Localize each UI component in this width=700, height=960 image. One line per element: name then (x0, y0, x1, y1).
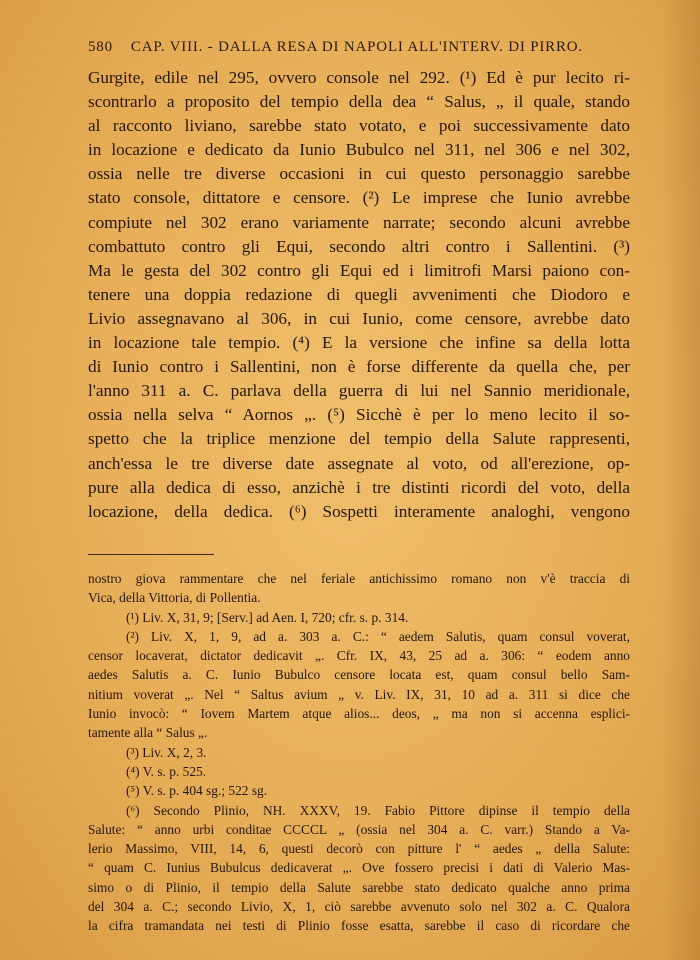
body-line: l'anno 311 a. C. parlava della guerra di lui nel Sannio meridionale, (88, 381, 630, 401)
footnote-line: nostro giova rammentare che nel feriale antichissimo romano non v'è traccia di (88, 571, 630, 586)
footnote-line: (⁴) V. s. p. 525. (126, 763, 207, 779)
footnote-line: simo o di Plinio, il tempio della Salute sarebbe stato dedicato qualche anno prima (88, 879, 630, 895)
footnote-line: Salute: “ anno urbi conditae CCCCL „ (ossia nel 304 a. C. varr.) Stando a Va- (88, 821, 630, 837)
body-line: Livio assegnavano al 306, in cui Iunio, come censore, avrebbe dato (88, 308, 630, 328)
body-line: ossia nella selva “ Aornos „. (⁵) Sicchè è per lo meno lecito il so- (88, 405, 630, 425)
footnote-line: (³) Liv. X, 2, 3. (126, 744, 207, 760)
footnote-line: Vica, della Vittoria, di Pollentia. (88, 590, 261, 606)
footnote-line: (⁵) V. s. p. 404 sg.; 522 sg. (126, 783, 268, 799)
body-line: combattuto contro gli Equi, secondo altri contro i Sallentini. (³) (88, 236, 630, 256)
footnote-line: tamente alla “ Salus „. (88, 725, 208, 741)
body-line: locazione, della dedica. (⁶) Sospetti interamente analoghi, vengono (88, 501, 630, 521)
body-line: tenere una doppia redazione di quegli avvenimenti che Diodoro e (88, 284, 630, 304)
footnote-line: del 304 a. C.; secondo Livio, X, 1, ciò sarebbe avvenuto solo nel 302 a. C. Qualora (88, 899, 630, 915)
body-line: di Iunio contro i Sallentini, non è forse differente da quella che, per (88, 357, 630, 377)
body-line: Gurgite, edile nel 295, ovvero console nel 292. (¹) Ed è pur lecito ri- (88, 68, 630, 87)
running-title: CAP. VIII. - DALLA RESA DI NAPOLI ALL'INTERV. DI PIRRO. (130, 39, 583, 55)
page-number: 580 (88, 39, 113, 55)
footnote-line: censor locaverat, dictator dedicavit „. Cfr. IX, 43, 25 ad a. 306: “ eodem anno (88, 648, 630, 664)
footnote-line: lerio Massimo, VIII, 14, 6, questi decorò con pitture l' “ aedes „ della Salute: (88, 841, 630, 857)
footnote-line: nitium voverat „. Nel “ Saltus avium „ v. Liv. IX, 31, 10 ad a. 311 si dice che (88, 686, 630, 702)
body-line: stato console, dittatore e censore. (²) Le imprese che Iunio avrebbe (88, 188, 630, 208)
body-text (88, 66, 630, 524)
body-line: anch'essa le tre diverse date assegnate al voto, od all'erezione, op- (88, 453, 630, 473)
footnote-line: aedes Salutis a. C. Iunio Bubulco censore locata est, quam consul bello Sam- (88, 667, 630, 683)
body-line: spetto che la triplice menzione del tempio della Salute rappresenti, (88, 429, 630, 449)
footnote-line: (¹) Liv. X, 31, 9; [Serv.] ad Aen. I, 720; cfr. s. p. 314. (126, 609, 409, 625)
footnote-line: la cifra tramandata nei testi di Plinio fosse esatta, sarebbe il caso di ricordare che (88, 918, 630, 934)
footnote-line: Iunio invocò: “ Iovem Martem atque alios... deos, „ ma non si accenna esplici- (88, 706, 630, 722)
page-gutter-shadow (662, 0, 700, 960)
footnote-line: (⁶) Secondo Plinio, NH. XXXV, 19. Fabio Pittore dipinse il tempio della (126, 802, 630, 818)
body-line: in locazione tale tempio. (⁴) E la versione che infine sa della lotta (88, 333, 630, 353)
body-line: al racconto liviano, sarebbe stato votato, e poi successivamente dato (88, 116, 630, 136)
footnotes (88, 569, 630, 936)
body-line: Ma le gesta del 302 contro gli Equi ed i limitrofi Marsi paiono con- (88, 260, 630, 280)
body-line: in locazione e dedicato da Iunio Bubulco nel 311, nel 306 e nel 302, (88, 140, 630, 160)
body-line: pure alla dedica di esso, anzichè i tre distinti ricordi del voto, della (88, 477, 630, 497)
footnote-line: “ quam C. Iunius Bubulcus dedicaverat „. Ove fossero precisi i dati di Valerio Mas- (88, 860, 630, 876)
body-line: ossia nelle tre diverse occasioni in cui questo personaggio sarebbe (88, 164, 630, 184)
running-header (88, 39, 648, 56)
footnote-separator (88, 554, 214, 555)
body-line: scontrarlo a proposito del tempio della dea “ Salus, „ il quale, stando (88, 92, 630, 112)
footnote-line: (²) Liv. X, 1, 9, ad a. 303 a. C.: “ aedem Salutis, quam consul voverat, (126, 628, 630, 644)
body-line: compiute nel 302 erano variamente narrate; secondo alcuni avrebbe (88, 212, 630, 232)
